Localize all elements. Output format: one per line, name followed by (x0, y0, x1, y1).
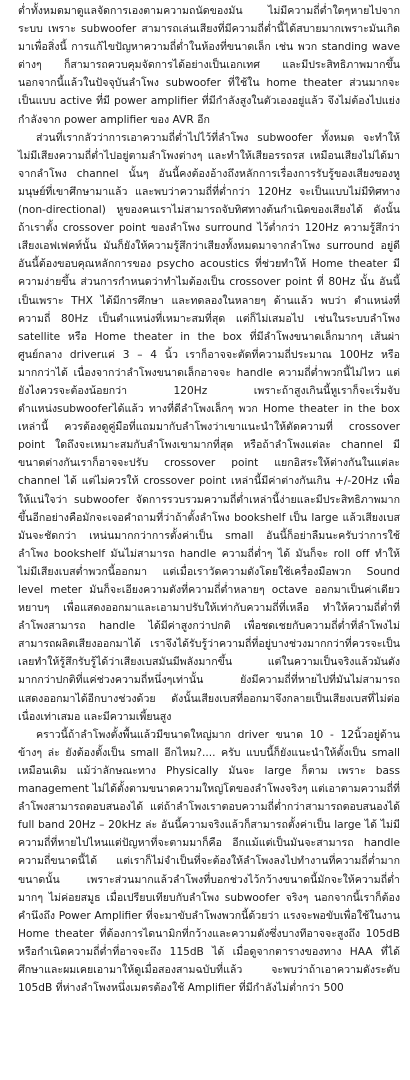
article-paragraph-2: ส่วนที่เรากลัวว่าการเอาความถี่ต่ำไปไว้ที่ลำโพง subwoofer ทั้งหมด จะทำให้ไม่มีเสียงความถี่ต่ำไปอยู่ตามลำโพงต่างๆ และทำให้เสียอรรถรส เหมือนเสียงไม่ได้มาจากลำโพง channel นั้นๆ อันนี้คงต้องอ้างถึงหลักการเรื่องการรับรู้ของเสียงของหูมนุษย์ที่เขาศึกษามาแล้ว และพบว่าความถี่ที่ต่ำกว่า 120Hz จะเป็นแบบไม่มีทิศทาง (non-directional) หูของคนเราไม่สามารถจับทิศทางต้นกำเนิดของเสียงได้ ดังนั้น ถ้าเราตั้ง crossover point ของลำโพง surround ไว้ต่ำกว่า 120Hz ความรู้สึกว่าเสียงเอฟเฟคท์นั้น มันก็ยังให้ความรู้สึกว่าเสียงทั้งหมดมาจากลำโพง surround อยู่ดี อันนี้ต้องขอบคุณหลักการของ psycho acoustics ที่ช่วยทำให้ Home theater มีความง่ายขึ้น ส่วนการกำหนดว่าทำไมต้องเป็น crossover point ที่ 80Hz นั้น อันนี้เป็นเพราะ THX ได้มีการศึกษา และทดลองในหลายๆ ด้านแล้ว พบว่า ตำแหน่งที่ความถี่ 80Hz เป็นตำแหน่งที่เหมาะสมที่สุด แต่ก็ไม่เสมอไป เช่นในระบบลำโพง satellite หรือ Home theater in the box ที่มีลำโพงขนาดเล็กมากๆ เส้นผ่าศูนย์กลาง driverแค่ 3 – 4 นิ้ว เราก็อาจจะตัดที่ความถี่ประมาณ 100Hz หรือมากกว่าได้ เนื่องจากว่าลำโพงขนาดเล็กอาจจะ handle ความถี่ต่ำพวกนี้ไม่ไหว แต่ยังไงควรจะต้องน้อยกว่า 120Hz เพราะถ้าสูงเกินนี้หูเราก็จะเริ่มจับตำแหน่งsubwooferได้แล้ว ทางที่ดีลำโพงเล็กๆ พวก Home theater in the box เหล่านี้ ควรต้องดูคู่มือที่แถมมากับลำโพงว่าเขาแนะนำให้ตัดความที่ crossover point ใดถึงจะเหมาะสมกับลำโพงเขามากที่สุด หรือถ้าลำโพงแต่ละ channel มีขนาดต่างกันเราก็อาจจะปรับ crossover point แยกอิสระให้ต่างกันในแต่ละ channel ได้ แต่ไม่ควรให้ crossover point เหล่านี้มีค่าต่างกันเกิน +/-20Hz เพื่อให้แน่ใจว่า subwoofer จัดการรวบรวมความถี่ต่ำเหล่านี้ง่ายและมีประสิทธิภาพมากขึ้นอีกอย่างคือมักจะเจอคำถามที่ว่าถ้าตั้งลำโพง bookshelf เป็น large แล้วเสียงเบสมันจะชัดกว่า เหน่นมากกว่าการตั้งค่าเป็น small อันนี้ก็อย่าลืมนะครับว่าการใช้ลำโพง bookshelf มันไม่สามารถ handle ความถี่ต่ำๆ ได้ มันก็จะ roll off ทำให้ไม่มีเสียงเบสต่ำพวกนี้ออกมา แต่เมื่อเราวัดความดังโดยใช้เครื่องมือพวก Sound level meter มันก็จะเอียงความดังที่ความถี่ต่ำหลายๆ octave ออกมาเป็นค่าเดียวหยาบๆ เพื่อแสดงออกมาและเอามาปรับให้เท่ากับความถี่ที่เหลือ ทำให้ความถี่ต่ำที่ลำโพงสามารถ handle ได้มีค่าสูงกว่าปกติ เพื่อชดเชยกับความถี่ต่ำที่ลำโพงไม่สามารถผลิตเสียงออกมาได้ เราจึงได้รับรู้ว่าความถี่ที่อยู่บางช่วงมากกว่าที่ควรจะเป็น เลยทำให้รู้สึกรับรู้ได้ว่าเสียงเบสมันมีพลังมากขึ้น แต่ในความเป็นจริงแล้วมันดังมากกว่าปกติที่แค่ช่วงความถี่หนึ่งๆเท่านั้น ยังมีความถี่ที่หายไปที่มันไม่สามารถแสดงออกมาได้อีกบางช่วงด้วย ดังนั้นเสียงเบสที่ออกมาจึงกลายเป็นเสียงเบสที่ไม่ต่อเนื่องเท่าเสมอ และมีความเพี้ยนสูง (18, 131, 400, 723)
article-paragraph-3: คราวนี้ถ้าลำโพงตั้งพื้นแล้วมีขนาดใหญ่มาก driver ขนาด 10 - 12นิ้วอยู่ด้านข้างๆ ล่ะ ยังต้องตั้งเป็น small อีกไหม?.... ครับ แบบนี้ก็ยังแนะนำให้ตั้งเป็น small เหมือนเดิม แม้ว่าลักษณะทาง Physically มันจะ large ก็ตาม เพราะ bass management ไม่ได้ตั้งตามขนาดความใหญ่โตของลำโพงจริงๆ แต่เอาตามความถี่ที่ลำโพงสามารถตอบสนองได้ แต่ถ้าลำโพงเราตอบความถี่ต่ำกว่าสามารถตอบสนองได้ full band 20Hz – 20kHz ล่ะ อันนี้ความจริงแล้วก็สามารถตั้งค่าเป็น large ได้ ไม่มีความถี่ที่หายไปไหนแต่ปัญหาที่จะตามมาก็คือ อีกแม้แต่เป็นมันจะสามารถ handle ความถี่ขนาดนี้ได้ แต่เราก็ไม่จำเป็นที่จะต้องให้ลำโพงลงไปทำงานที่ความถี่ต่ำมากขนาดนั้น เพราะส่วนมากแล้วลำโพงที่บอกช่วงไว้กว้างขนาดนี้มักจะให้ความถี่ต่ำมากๆ ไม่ค่อยสมูธ เมื่อเปรียบเทียบกับลำโพง subwoofer จริงๆ นอกจากนี้เราก็ต้องคำนึงถึง Power Amplifier ที่จะมาขับลำโพงพวกนี้ด้วยว่า แรงจะพอขับเพื่อใช้ในงาน Home theater ที่ต้องการไดนามิกที่กว้างและความดังซึ่งบางทีอาจจะสูงถึง 105dB หรือกำเนิดความถี่ต่ำที่อาจจะถึง 115dB ได้ เมื่อดูจากตารางของทาง HAA ที่ได้ศึกษาและผมเคยเอามาให้ดูเมื่อสองสามฉบับที่แล้ว จะพบว่าถ้าเอาความดังระดับ 105dB ที่ห่างลำโพงหนึ่งเมตรต้องใช้ Amplifier ที่มีกำลังไม่ต่ำกว่า 500 (18, 728, 400, 995)
article-paragraph-1: ต่ำทั้งหมดมาดูแลจัดการเองตามความถนัดของมัน ไม่มีความถี่ต่ำใดๆหายไปจากระบบ เพราะ subwoofer สามารถเล่นเสียงที่มีความถี่ต่ำนี้ได้สบายมากเพราะมันเกิดมาเพื่อสิ่งนี้ การแก้ไขปัญหาความถี่ต่ำในห้องที่ขนาดเล็ก เช่น พวก standing wave ต่างๆ ก็สามารถควบคุมจัดการได้อย่างเป็นเอกเทศ และมีประสิทธิภาพมากขึ้น นอกจากนี้แล้วในปัจจุบันลำโพง subwoofer ที่ใช้ใน home theater ส่วนมากจะเป็นแบบ active ที่มี power amplifier ที่มีกำลังสูงในตัวเองอยู่แล้ว จึงไม่ต้องไปแย่งกำลังจาก power amplifier ของ AVR อีก (18, 5, 400, 126)
